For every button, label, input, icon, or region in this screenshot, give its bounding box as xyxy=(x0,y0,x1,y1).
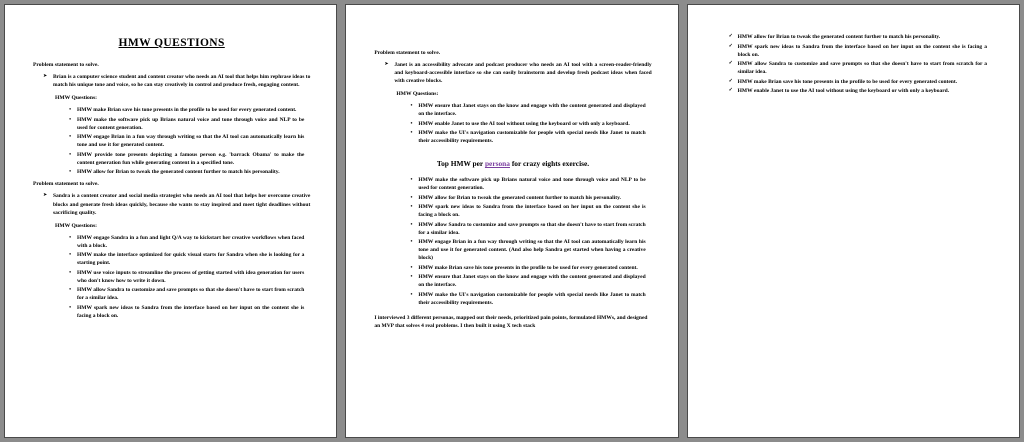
list-item: ● HMW make the software pick up Brians natural voice and tone through voice and NLP to be used for content generation. xyxy=(77,116,304,132)
problem-statement-label-2: Problem statement to solve. xyxy=(33,181,99,188)
list-item: ● HMW provide tone presents depicting a famous person e.g. 'barrack Obama' to make the content generation fun while generating content in a specified tone. xyxy=(77,151,304,167)
selected-hmw-list xyxy=(716,33,993,95)
heading-post-text: for crazy eights exercise. xyxy=(510,159,590,169)
list-item: ● HMW make the interface optimized for quick visual starts for Sandra when she is looking for a starting point. xyxy=(77,251,304,267)
list-item: ✓ HMW allow for Brian to tweak the generated content further to match his personality. xyxy=(738,33,987,41)
arrow-bullet-icon: ➤ xyxy=(43,192,48,199)
list-item: ● HMW allow Sandra to customize and save prompts so that she doesn't have to start from scratch for a similar idea. xyxy=(77,286,304,302)
hmw-questions-label-janet: HMW Questions: xyxy=(396,91,439,98)
problem-statement-label-1: Problem statement to solve. xyxy=(33,62,99,68)
list-item: ✓ HMW spark new ideas to Sandra from the interface based on her input on the content she is facing a block on. xyxy=(738,43,987,59)
document-page-3[interactable] xyxy=(687,4,1020,438)
hmw-questions-label-sandra: HMW Questions: xyxy=(55,222,98,229)
document-page-1[interactable] xyxy=(4,4,337,438)
list-item: ● HMW use voice inputs to streamline the process of getting started with idea generation for users who don't know how to write it down. xyxy=(77,269,304,285)
top-hmw-heading xyxy=(374,159,651,169)
page-2-content xyxy=(346,5,677,437)
list-item: ● HMW allow Sandra to customize and save prompts so that she doesn't have to start from scratch for a similar idea. xyxy=(418,221,645,237)
list-item: ● HMW spark new ideas to Sandra from the interface based on her input on the content she is facing a block on. xyxy=(418,203,645,219)
arrow-bullet-icon: ➤ xyxy=(43,73,48,80)
list-item: ✓ HMW allow Sandra to customize and save prompts so that she doesn't have to start from scratch for a similar idea. xyxy=(738,60,987,76)
hmw-questions-label-brian: HMW Questions: xyxy=(55,95,98,102)
document-page-2[interactable] xyxy=(345,4,678,438)
list-item: ● HMW make the UI's navigation customizable for people with special needs like Janet to match their accessibility requirements. xyxy=(418,129,645,145)
problem-statement-label-3: Problem statement to solve. xyxy=(374,50,441,56)
persona-paragraph-text: Brian is a computer science student and content creator who needs an AI tool that helps him rephrase ideas to match his unique tone and voice, so he can stay creatively in control and produce fresh, engaging content. xyxy=(53,74,311,89)
page-3-content xyxy=(688,5,1019,437)
list-item: ● HMW make Brian save his tone presents in the profile to be used for every generated content. xyxy=(77,106,304,114)
arrow-bullet-icon: ➤ xyxy=(384,61,389,68)
heading-pre-text: Top HMW per xyxy=(436,159,485,169)
persona-paragraph-janet xyxy=(384,61,651,85)
list-item: ✓ HMW enable Janet to use the AI tool without using the keyboard or with only a keyboard. xyxy=(738,87,987,95)
list-item: ● HMW spark new ideas to Sandra from the interface based on her input on the content she is facing a block on. xyxy=(77,304,304,320)
hmw-list-brian xyxy=(33,106,310,176)
top-hmw-list xyxy=(374,176,651,307)
closing-summary: I interviewed 3 different personas, mapped out their needs, prioritized pain points, formulated HMWs, and designed an MVP that solves 4 real problems. I then built it using X tech stack xyxy=(374,314,648,329)
list-item: ✓ HMW make Brian save his tone presents in the profile to be used for every generated content. xyxy=(738,78,987,86)
persona-paragraph-brian xyxy=(43,73,310,89)
list-item: ● HMW ensure that Janet stays on the know and engage with the content generated and displayed on the interface. xyxy=(418,102,645,118)
list-item: ● HMW engage Brian in a fun way through writing so that the AI tool can automatically learn his tone and use it for generated content. xyxy=(77,133,304,149)
persona-link[interactable]: persona xyxy=(484,159,510,169)
persona-paragraph-text: Janet is an accessibility advocate and podcast producer who needs an AI tool with a screen-reader-friendly and keyboard-accessible interface so she can easily brainstorm and develop fresh podcast ideas when faced with creative blocks. xyxy=(394,62,652,85)
list-item: ● HMW make Brian save his tone presents in the profile to be used for every generated content. xyxy=(418,264,645,272)
list-item: ● HMW allow for Brian to tweak the generated content further to match his personality. xyxy=(77,168,304,176)
list-item: ● HMW engage Brian in a fun way through writing so that the AI tool can automatically learn his tone and use it for generated content. (And also help Sandra get started when having a creative block) xyxy=(418,238,645,262)
page-title: HMW QUESTIONS xyxy=(118,37,225,49)
hmw-list-janet xyxy=(374,102,651,145)
list-item: ● HMW make the software pick up Brians natural voice and tone through voice and NLP to be used for content generation. xyxy=(418,176,645,192)
hmw-list-sandra xyxy=(33,234,310,320)
list-item: ● HMW enable Janet to use the AI tool without using the keyboard or with only a keyboard. xyxy=(418,120,645,128)
list-item: ● HMW make the UI's navigation customizable for people with special needs like Janet to match their accessibility requirements. xyxy=(418,291,645,307)
persona-paragraph-sandra xyxy=(43,192,310,216)
list-item: ● HMW engage Sandra in a fun and light Q/A way to kickstart her creative workflows when faced with a block. xyxy=(77,234,304,250)
list-item: ● HMW allow for Brian to tweak the generated content further to match his personality. xyxy=(418,194,645,202)
persona-paragraph-text: Sandra is a content creator and social media strategist who needs an AI tool that helps her overcome creative blocks and generate fresh ideas quickly, because she wants to stay inspired and meet tight deadlines without sacrificing quality. xyxy=(53,193,311,216)
page-1-content xyxy=(5,5,336,437)
list-item: ● HMW ensure that Janet stays on the know and engage with the content generated and displayed on the interface. xyxy=(418,273,645,289)
